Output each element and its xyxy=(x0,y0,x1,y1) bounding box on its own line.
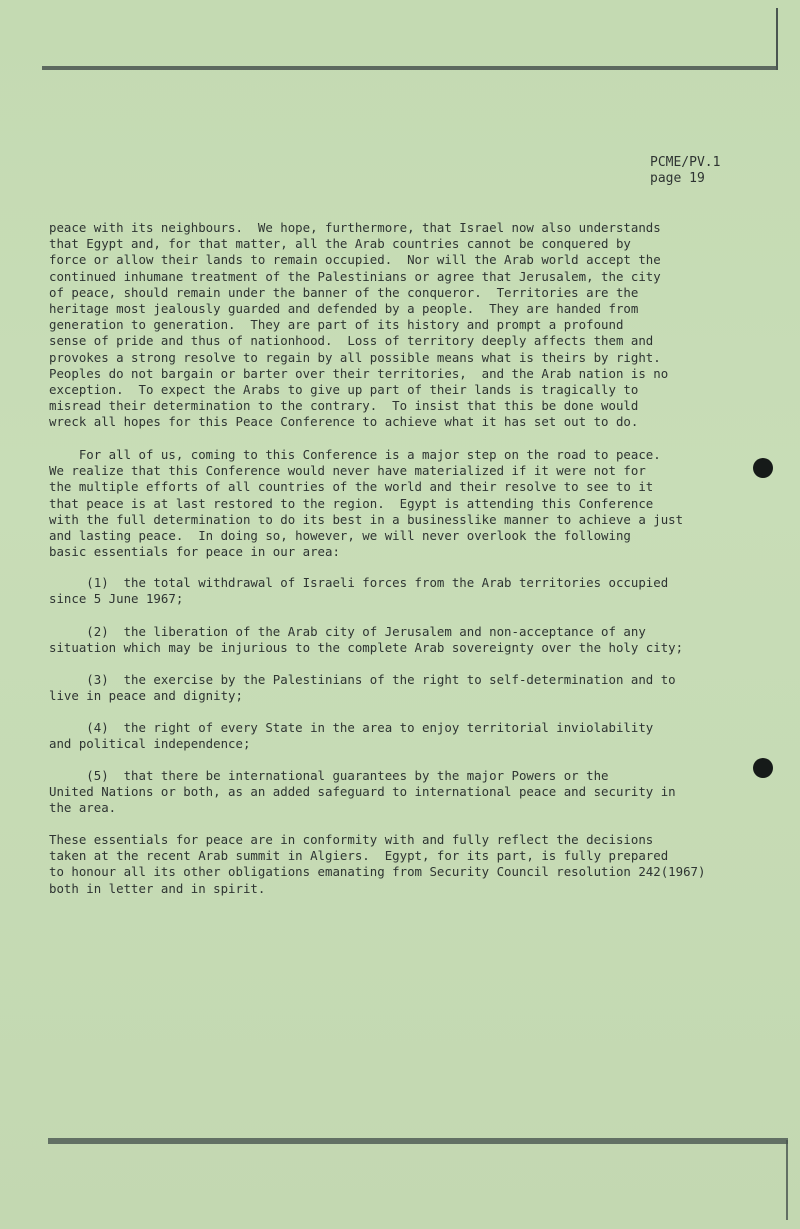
text-line: sense of pride and thus of nationhood. Loss of territory deeply affects them and xyxy=(49,333,654,349)
text-line: to honour all its other obligations emanating from Security Council resolution 242(1967) xyxy=(49,864,706,880)
text-line: basic essentials for peace in our area: xyxy=(49,544,340,560)
bottom-rule xyxy=(48,1138,788,1144)
text-line: (1) the total withdrawal of Israeli forces from the Arab territories occupied xyxy=(49,575,669,590)
text-line: and lasting peace. In doing so, however, we will never overlook the following xyxy=(49,528,631,544)
top-rule xyxy=(42,66,778,70)
text-line: the multiple efforts of all countries of the world and their resolve to see to it xyxy=(49,479,654,495)
text-line: (5) that there be international guarantees by the major Powers or the xyxy=(49,768,609,783)
bottom-edge-rule xyxy=(786,1140,788,1220)
top-edge-rule xyxy=(776,8,778,70)
paragraph-conference xyxy=(49,447,769,560)
text-line: live in peace and dignity; xyxy=(49,688,243,704)
text-line: continued inhumane treatment of the Palestinians or agree that Jerusalem, the city xyxy=(49,268,661,284)
essential-item-3 xyxy=(49,672,769,704)
text-line: with the full determination to do its best in a businesslike manner to achieve a just xyxy=(49,511,684,527)
text-line: (3) the exercise by the Palestinians of the right to self-determination and to xyxy=(49,672,676,687)
text-line: We realize that this Conference would never have materialized if it were not for xyxy=(49,463,646,479)
essential-item-1 xyxy=(49,575,769,607)
essential-item-2 xyxy=(49,624,769,656)
text-line: misread their determination to the contrary. To insist that this be done would xyxy=(49,398,639,414)
document-reference xyxy=(650,155,720,187)
text-line: exception. To expect the Arabs to give up part of their lands is tragically to xyxy=(49,382,639,398)
text-line: United Nations or both, as an added safeguard to international peace and security in xyxy=(49,784,676,800)
text-line: of peace, should remain under the banner of the conqueror. Territories are the xyxy=(49,284,639,300)
text-line: force or allow their lands to remain occupied. Nor will the Arab world accept the xyxy=(49,252,661,268)
document-symbol: PCME/PV.1 xyxy=(650,155,721,170)
text-line: These essentials for peace are in conformity with and fully reflect the decisions xyxy=(49,832,654,847)
text-line: the area. xyxy=(49,800,117,816)
text-line: and political independence; xyxy=(49,736,251,752)
text-line: For all of us, coming to this Conference is a major step on the road to peace. xyxy=(49,447,661,462)
paragraph-territories xyxy=(49,220,769,431)
text-line: that Egypt and, for that matter, all the Arab countries cannot be conquered by xyxy=(49,236,631,252)
text-line: that peace is at last restored to the region. Egypt is attending this Conference xyxy=(49,495,654,511)
text-line: (2) the liberation of the Arab city of Jerusalem and non-acceptance of any xyxy=(49,624,646,639)
text-line: both in letter and in spirit. xyxy=(49,880,266,896)
text-line: generation to generation. They are part of its history and prompt a profound xyxy=(49,317,624,333)
punch-hole xyxy=(753,758,773,778)
text-line: peace with its neighbours. We hope, furthermore, that Israel now also understands xyxy=(49,220,661,235)
page-number: page 19 xyxy=(650,171,705,186)
text-line: heritage most jealously guarded and defended by a people. They are handed from xyxy=(49,301,639,317)
essential-item-4 xyxy=(49,720,769,752)
text-line: Peoples do not bargain or barter over their territories, and the Arab nation is no xyxy=(49,365,669,381)
essential-item-5 xyxy=(49,768,769,817)
text-line: provokes a strong resolve to regain by all possible means what is theirs by right. xyxy=(49,349,661,365)
paragraph-conclusion xyxy=(49,832,769,897)
punch-hole xyxy=(753,458,773,478)
text-line: wreck all hopes for this Peace Conference to achieve what it has set out to do. xyxy=(49,414,639,430)
text-line: (4) the right of every State in the area to enjoy territorial inviolability xyxy=(49,720,654,735)
text-line: since 5 June 1967; xyxy=(49,591,184,607)
text-line: situation which may be injurious to the complete Arab sovereignty over the holy city; xyxy=(49,640,684,656)
text-line: taken at the recent Arab summit in Algiers. Egypt, for its part, is fully prepared xyxy=(49,848,669,864)
